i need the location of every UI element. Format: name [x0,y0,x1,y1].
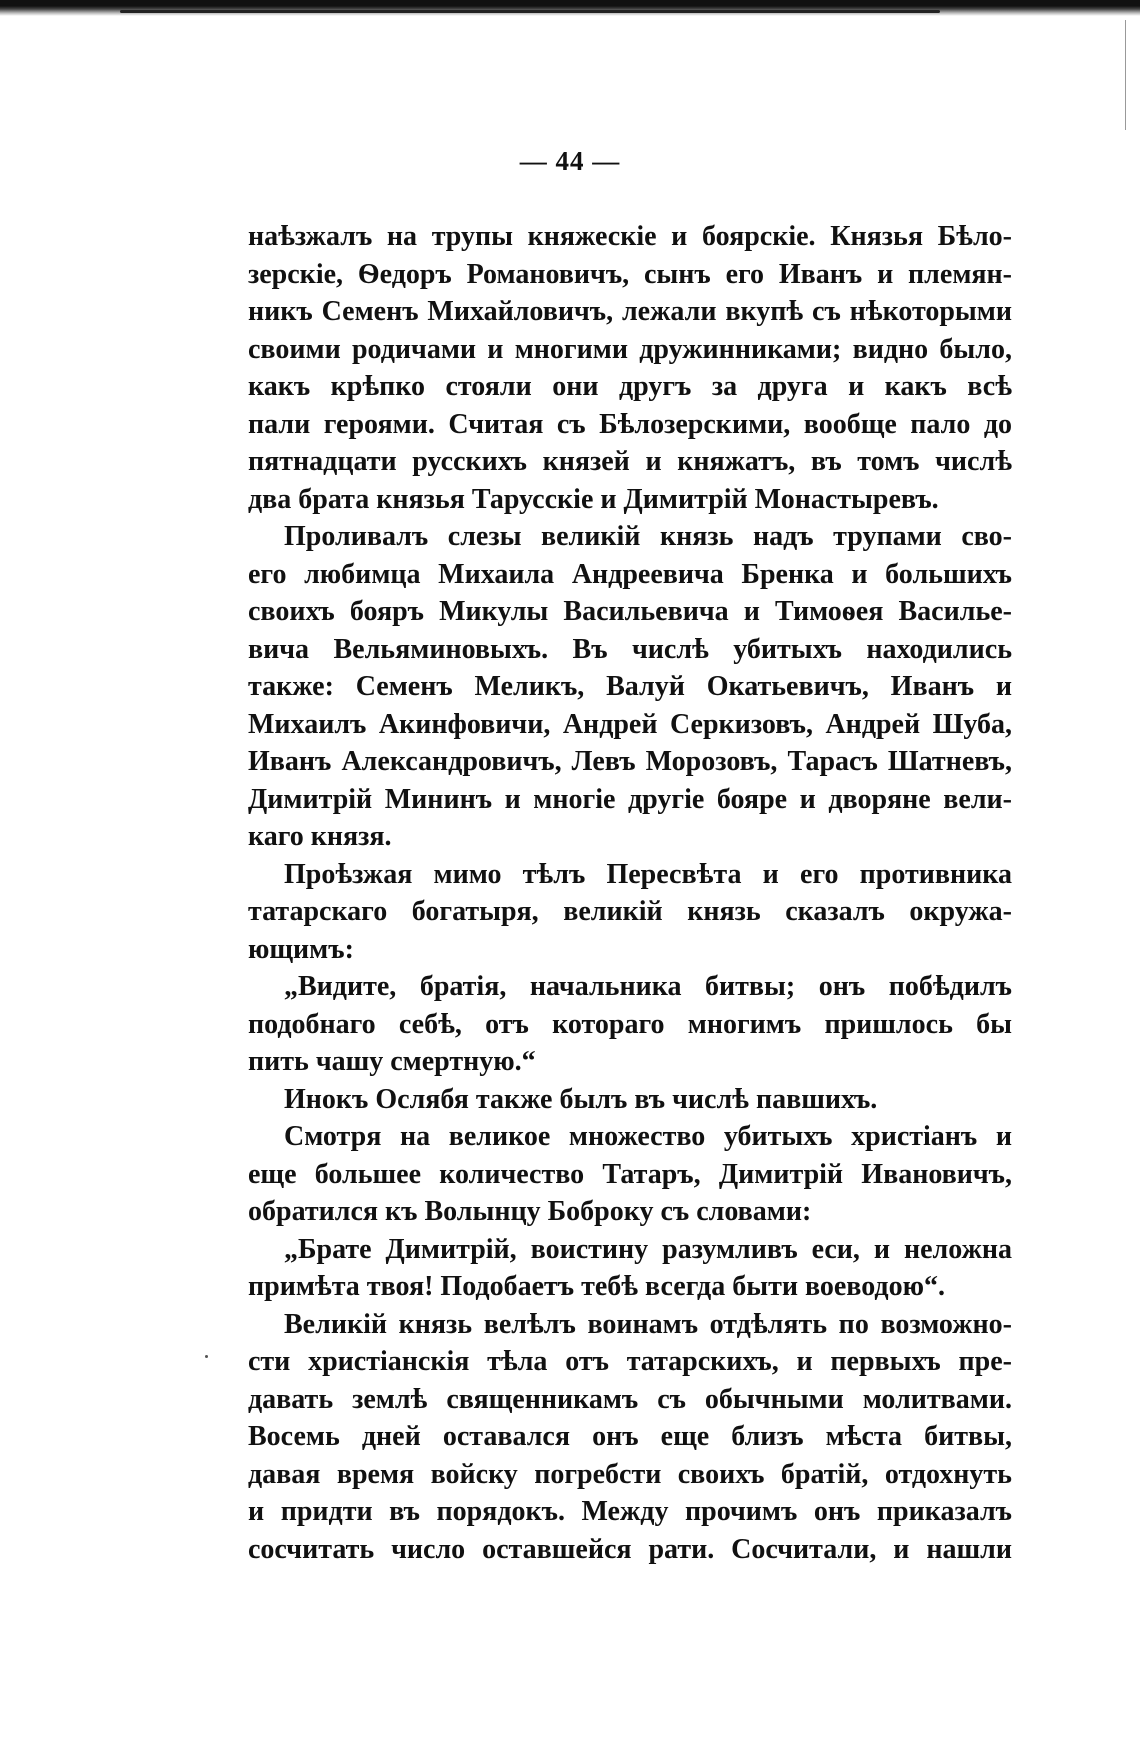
text-line: еще большее количество Татаръ, Димитрій Ивановичъ, [248,1158,1012,1190]
scan-right-edge [1125,20,1126,130]
text-line: сти христіанскія тѣла отъ татарскихъ, и первыхъ пре- [248,1346,1012,1377]
text-line: обратился къ Волынцу Боброку съ словами: [248,1196,812,1227]
text-line: пятнадцати русскихъ князей и княжатъ, въ томъ числѣ [248,446,1012,477]
page-number: — 44 — [519,146,621,176]
text-line: ющимъ: [248,933,354,965]
text-line: своихъ бояръ Микулы Васильевича и Тимоѳея Василье- [248,596,1012,627]
text-line: пить чашу смертную.“ [248,1046,536,1077]
text-line: Великій князь велѣлъ воинамъ отдѣлять по возможно- [284,1308,1012,1340]
text-line: татарскаго богатыря, великій князь сказалъ окружа- [248,896,1012,927]
text-line: „Брате Димитрій, воистину разумливъ еси, и неложна [284,1233,1012,1265]
text-line: каго князя. [248,821,392,852]
text-line: давая время войску погребсти своихъ братій, отдохнуть [248,1458,1012,1490]
text-line: зерскіе, Ѳедоръ Романовичъ, сынъ его Иванъ и племян- [248,258,1012,290]
text-line: также: Семенъ Меликъ, Валуй Окатьевичъ, Иванъ и [248,671,1012,702]
text-line: наѣзжалъ на трупы княжескіе и боярскіе. Князья Бѣло- [248,221,1012,252]
text-line: два брата князья Тарусскіе и Димитрій Монастыревъ. [248,483,939,515]
text-line: Восемь дней оставался онъ еще близъ мѣста битвы, [248,1421,1012,1452]
scan-speck [205,1355,208,1358]
text-line: Инокъ Ослябя также былъ въ числѣ павшихъ. [284,1083,878,1115]
text-line: своими родичами и многими дружинниками; видно было, [248,333,1012,365]
text-line: Проливалъ слезы великій князь надъ трупами сво- [284,521,1012,552]
text-line: его любимца Михаила Андреевича Бренка и большихъ [248,558,1012,590]
text-line: „Видите, братія, начальника битвы; онъ побѣдилъ [284,971,1012,1002]
text-line: сосчитать число оставшейся рати. Сосчитали, и нашли [248,1533,1012,1565]
scan-top-edge [0,0,1140,16]
text-line: Иванъ Александровичъ, Левъ Морозовъ, Тарасъ Шатневъ, [248,746,1012,777]
text-line: Смотря на великое множество убитыхъ христіанъ и [284,1121,1012,1152]
text-line: Димитрій Мининъ и многіе другіе бояре и дворяне вели- [248,783,1012,815]
text-line: никъ Семенъ Михайловичъ, лежали вкупѣ съ нѣкоторыми [248,296,1012,327]
text-line: какъ крѣпко стояли они другъ за друга и какъ всѣ [248,371,1012,402]
text-line: Проѣзжая мимо тѣлъ Пересвѣта и его противника [284,858,1012,890]
text-line: пали героями. Считая съ Бѣлозерскими, вообще пало до [248,408,1012,440]
text-line: Михаилъ Акинфовичи, Андрей Серкизовъ, Андрей Шуба, [248,708,1012,740]
text-line: подобнаго себѣ, отъ котораго многимъ пришлось бы [248,1008,1012,1040]
text-line: вича Вельяминовыхъ. Въ числѣ убитыхъ находились [248,633,1012,665]
text-line: примѣта твоя! Подобаетъ тебѣ всегда быти воеводою“. [248,1271,945,1302]
text-line: давать землѣ священникамъ съ обычными молитвами. [248,1383,1012,1415]
page-text [248,218,1012,1568]
text-line: и придти въ порядокъ. Между прочимъ онъ приказалъ [248,1496,1012,1527]
